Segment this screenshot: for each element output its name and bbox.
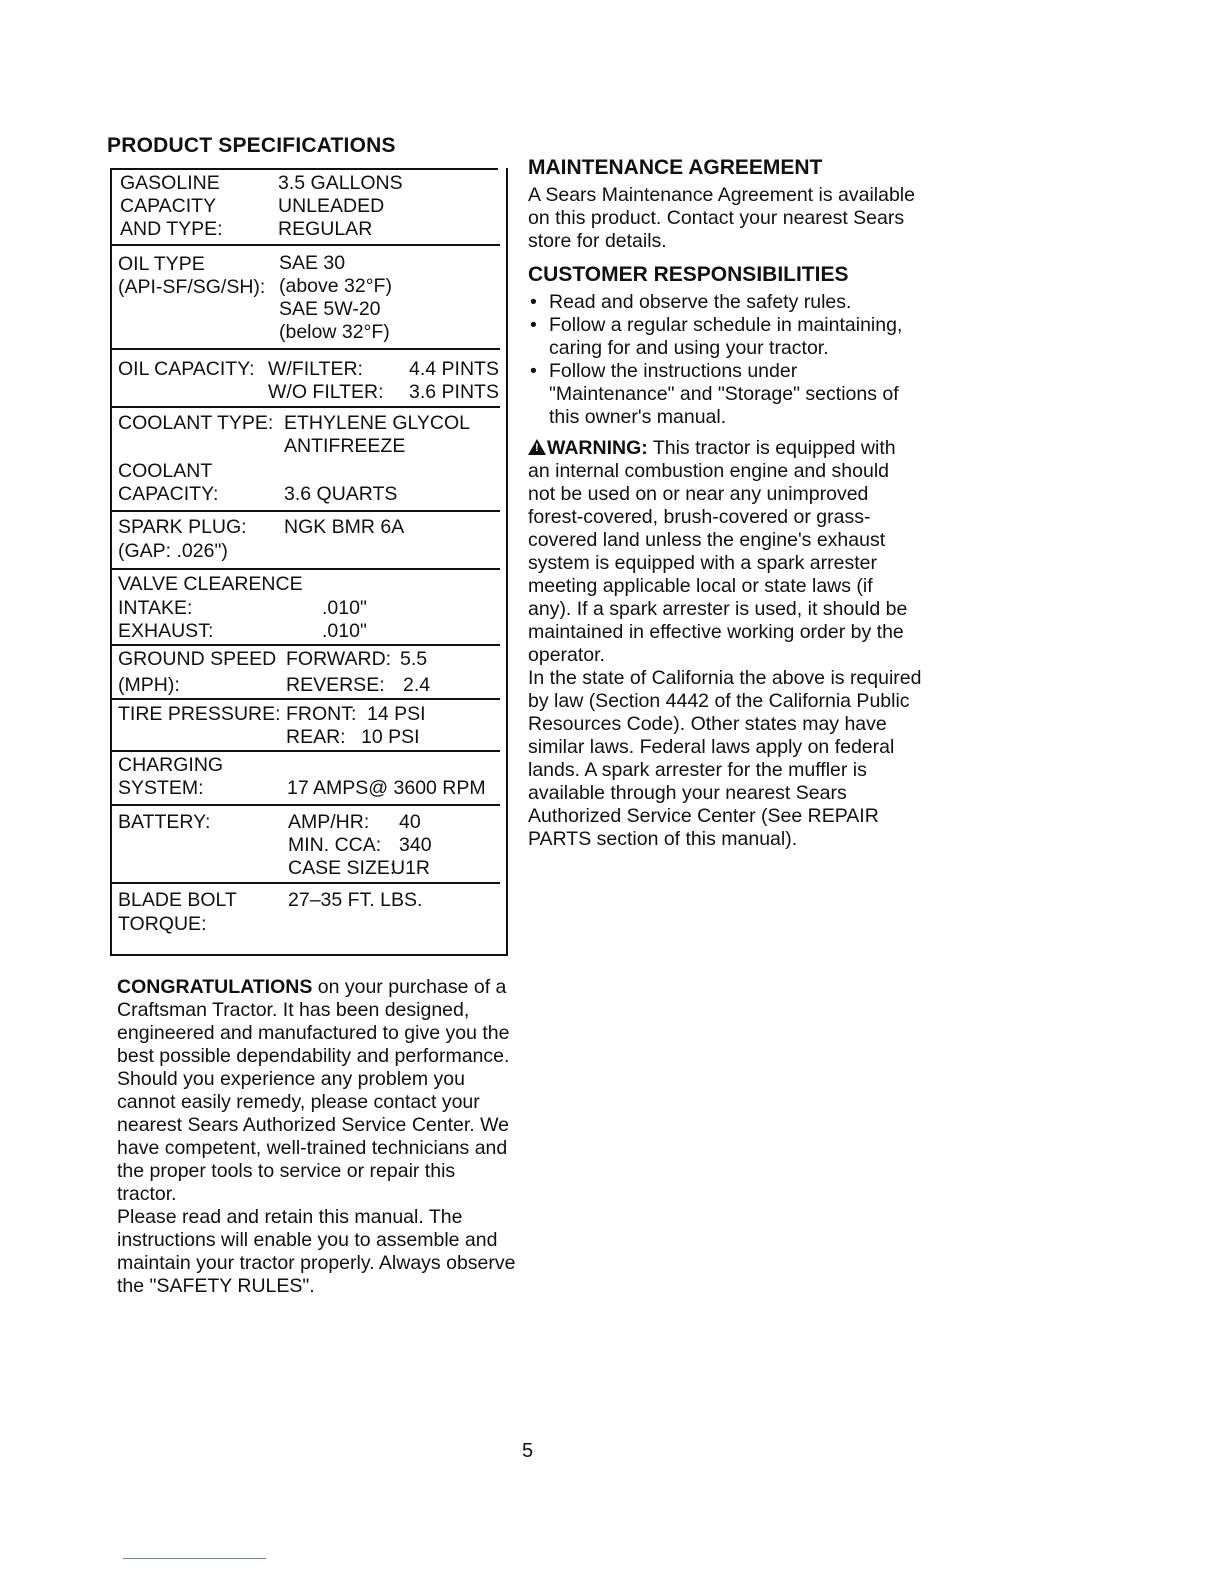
oil-capacity-label: OIL CAPACITY:	[118, 358, 255, 380]
rear-tire-label: REAR:	[286, 726, 346, 748]
congratulations-lead: CONGRATULATIONS	[117, 976, 313, 998]
spec-row-charging	[112, 752, 500, 806]
congratulations-text: on your purchase of a Craftsman Tractor. It has been designed, engineered and manufactured to give you the best possible dependability and performance.	[117, 976, 510, 1067]
list-item-text: Follow the instructions under "Maintenance" and "Storage" sections of this owner's manual.	[549, 360, 899, 428]
spec-table	[110, 168, 508, 956]
oil-type-value: (below 32°F)	[279, 321, 390, 343]
warning-text: This tractor is equipped with an internal combustion engine and should not be used on or near any unimproved forest-covered, brush-covered or grass-covered land unless the engine's exhaust system is equipped with a spark arrester meeting applicable local or state laws (if any). If a spark arrester is used, it should be maintained in effective working order by the operator.	[528, 437, 908, 666]
california-paragraph: In the state of California the above is required by law (Section 4442 of the California Public Resources Code). Other states may have similar laws. Federal laws apply on federal lands. A spark arrester for the muffler is available through your nearest Sears Authorized Service Center (See REPAIR PARTS section of this manual).	[528, 667, 922, 850]
ground-speed-label: (MPH):	[118, 674, 180, 696]
coolant-type-label: COOLANT TYPE:	[118, 412, 274, 434]
bullet-icon: •	[530, 360, 537, 382]
congratulations-paragraph	[117, 976, 517, 1068]
forward-speed-label: FORWARD:	[286, 648, 392, 670]
tire-pressure-label: TIRE PRESSURE:	[118, 703, 281, 725]
oil-with-filter-label: W/FILTER:	[268, 358, 363, 380]
blade-bolt-label: TORQUE:	[118, 913, 207, 935]
blade-bolt-label: BLADE BOLT	[118, 889, 237, 911]
customer-responsibilities-heading: CUSTOMER RESPONSIBILITIES	[528, 263, 849, 286]
charging-value: 17 AMPS@ 3600 RPM	[287, 777, 486, 799]
exhaust-label: EXHAUST:	[118, 620, 214, 642]
coolant-capacity-label: COOLANT	[118, 460, 213, 482]
gasoline-value: UNLEADED	[278, 195, 385, 217]
rear-tire-value: 10 PSI	[361, 726, 420, 748]
manual-paragraph: Please read and retain this manual. The instructions will enable you to assemble and maintain your tractor properly. Always observe the "SAFETY RULES".	[117, 1206, 516, 1297]
spec-row-spark-plug	[112, 512, 500, 570]
spec-row-oil-type	[112, 246, 500, 350]
exhaust-value: .010"	[322, 620, 367, 642]
blade-bolt-value: 27–35 FT. LBS.	[288, 889, 423, 911]
list-item-text: Read and observe the safety rules.	[549, 291, 852, 313]
gasoline-value: REGULAR	[278, 218, 373, 240]
charging-label: CHARGING	[118, 754, 224, 776]
oil-without-filter-value: 3.6 PINTS	[409, 381, 499, 403]
bullet-icon: •	[530, 291, 537, 313]
warning-paragraph	[528, 437, 916, 667]
maintenance-agreement-text: A Sears Maintenance Agreement is available on this product. Contact your nearest Sears store for details.	[528, 184, 915, 252]
gasoline-value: 3.5 GALLONS	[278, 172, 403, 194]
valve-clearance-label: VALVE CLEARENCE	[118, 573, 303, 595]
maintenance-agreement-heading: MAINTENANCE AGREEMENT	[528, 156, 823, 179]
spec-row-valve-clearance	[112, 570, 500, 646]
oil-type-label: OIL TYPE	[118, 253, 205, 275]
spec-row-blade-bolt	[112, 884, 500, 954]
oil-type-value: (above 32°F)	[279, 275, 392, 297]
gasoline-label: AND TYPE:	[120, 218, 223, 240]
warning-triangle-icon: !	[528, 439, 546, 455]
battery-amphr-label: AMP/HR:	[288, 811, 370, 833]
congratulations-section	[117, 976, 517, 1298]
front-tire-value: 14 PSI	[367, 703, 426, 725]
page-number: 5	[522, 1440, 534, 1462]
footer-rule	[123, 1558, 266, 1559]
reverse-speed-value: 2.4	[403, 674, 431, 696]
forward-speed-value: 5.5	[400, 648, 428, 670]
spec-row-battery	[112, 806, 500, 884]
bullet-icon: •	[530, 314, 537, 336]
spec-row-coolant	[112, 408, 500, 512]
reverse-speed-label: REVERSE:	[286, 674, 385, 696]
coolant-capacity-label: CAPACITY:	[118, 483, 219, 505]
list-item	[528, 360, 908, 429]
product-specifications-heading: PRODUCT SPECIFICATIONS	[107, 134, 396, 157]
oil-without-filter-label: W/O FILTER:	[268, 381, 384, 403]
spec-row-gasoline	[112, 168, 500, 246]
spark-plug-gap: (GAP: .026")	[118, 540, 228, 562]
battery-cca-label: MIN. CCA:	[288, 834, 382, 856]
responsibilities-list	[528, 291, 908, 429]
front-tire-label: FRONT:	[286, 703, 357, 725]
battery-label: BATTERY:	[118, 811, 211, 833]
ground-speed-label: GROUND SPEED	[118, 648, 277, 670]
service-paragraph: Should you experience any problem you cannot easily remedy, please contact your nearest Sears Authorized Service Center. We have competent, well-trained technicians and the proper tools to service or repair this tractor.	[117, 1068, 510, 1205]
gasoline-label: CAPACITY	[120, 195, 217, 217]
battery-amphr-value: 40	[399, 811, 421, 833]
oil-with-filter-value: 4.4 PINTS	[409, 358, 499, 380]
battery-case-value: U1R	[391, 857, 431, 879]
spark-plug-label: SPARK PLUG:	[118, 516, 247, 538]
charging-label: SYSTEM:	[118, 777, 204, 799]
intake-label: INTAKE:	[118, 597, 193, 619]
list-item-text: Follow a regular schedule in maintaining, caring for and using your tractor.	[549, 314, 903, 359]
spec-row-oil-capacity	[112, 350, 500, 408]
spec-row-tire-pressure	[112, 700, 500, 752]
battery-case-label: CASE SIZE:	[288, 857, 396, 879]
oil-type-label: (API-SF/SG/SH):	[118, 276, 266, 298]
right-column	[528, 156, 928, 851]
warning-label: WARNING:	[547, 437, 648, 459]
list-item	[528, 291, 908, 314]
coolant-type-value: ETHYLENE GLYCOL	[284, 412, 471, 434]
list-item	[528, 314, 908, 360]
spec-row-ground-speed	[112, 646, 500, 700]
coolant-type-value: ANTIFREEZE	[284, 435, 406, 457]
oil-type-value: SAE 30	[279, 252, 346, 274]
intake-value: .010"	[322, 597, 367, 619]
spark-plug-value: NGK BMR 6A	[284, 516, 405, 538]
gasoline-label: GASOLINE	[120, 172, 220, 194]
coolant-capacity-value: 3.6 QUARTS	[284, 483, 398, 505]
oil-type-value: SAE 5W-20	[279, 298, 381, 320]
battery-cca-value: 340	[399, 834, 432, 856]
